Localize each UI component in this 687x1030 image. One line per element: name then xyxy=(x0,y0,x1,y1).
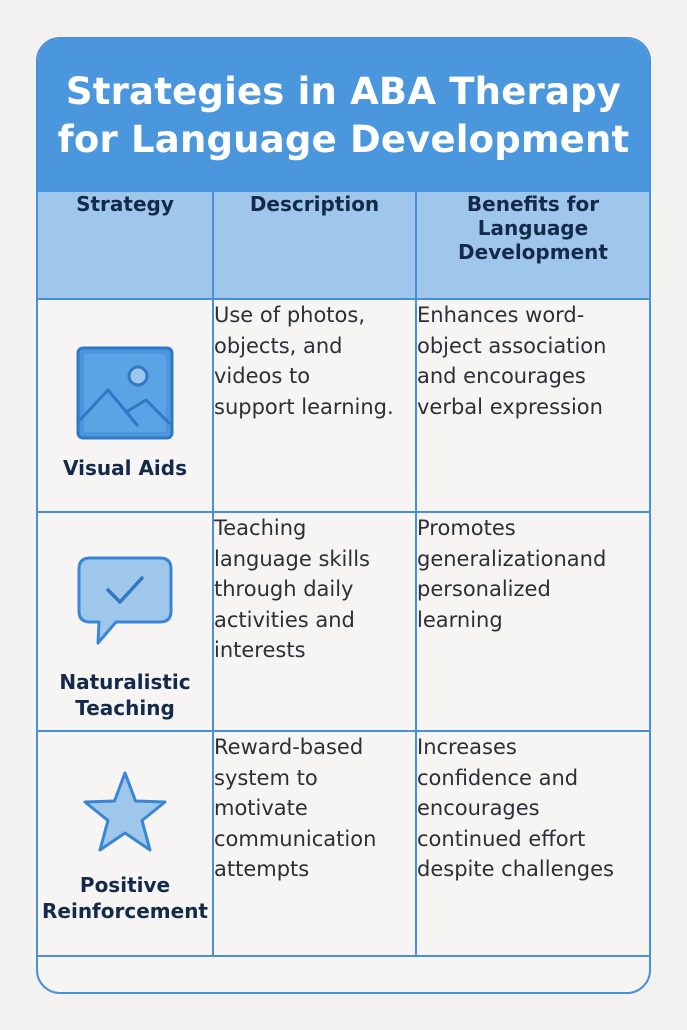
title-line-1: Strategies in ABA Therapy xyxy=(65,69,622,113)
description-text: Teaching language skills through daily activities and interests xyxy=(214,516,370,662)
table-row xyxy=(38,512,649,731)
description-cell xyxy=(213,299,416,512)
header-row xyxy=(38,192,649,299)
chat-check-icon xyxy=(76,555,174,647)
star-icon xyxy=(80,770,170,854)
benefits-cell xyxy=(416,299,649,512)
strategy-cell-positive-reinforcement xyxy=(38,731,213,956)
strategy-cell-visual-aids xyxy=(38,299,213,512)
strategy-name-line: Teaching xyxy=(75,696,175,720)
benefits-text: Enhances word- object association and encourages verbal expression xyxy=(417,303,607,419)
header-description: Description xyxy=(213,192,416,299)
description-text: Use of photos, objects, and videos to support learning. xyxy=(214,303,394,419)
header-benefits-line-2: Language xyxy=(477,216,589,240)
strategy-cell-naturalistic-teaching xyxy=(38,512,213,731)
strategy-name-line: Reinforcement xyxy=(42,899,208,923)
strategies-card xyxy=(36,37,651,994)
header-strategy: Strategy xyxy=(38,192,213,299)
benefits-text: Increases confidence and encourages continued effort despite challenges xyxy=(417,735,614,881)
strategy-name-line: Positive xyxy=(79,873,171,897)
description-text: Reward-based system to motivate communication attempts xyxy=(214,735,377,881)
strategies-table xyxy=(38,192,649,957)
header-benefits xyxy=(416,192,649,299)
title-banner xyxy=(38,39,649,192)
description-cell xyxy=(213,731,416,956)
header-benefits-line-1: Benefits for xyxy=(466,192,600,216)
benefits-cell xyxy=(416,731,649,956)
table-row xyxy=(38,731,649,956)
header-benefits-line-3: Development xyxy=(458,240,608,264)
card-footer xyxy=(38,956,649,994)
benefits-cell xyxy=(416,512,649,731)
table-row xyxy=(38,299,649,512)
image-icon xyxy=(76,346,174,440)
description-cell xyxy=(213,512,416,731)
strategy-name-line: Visual Aids xyxy=(63,456,187,480)
benefits-text: Promotes generalizationand personalized learning xyxy=(417,516,607,632)
strategy-name-line: Naturalistic xyxy=(59,670,191,694)
title-line-2: for Language Development xyxy=(57,117,630,161)
